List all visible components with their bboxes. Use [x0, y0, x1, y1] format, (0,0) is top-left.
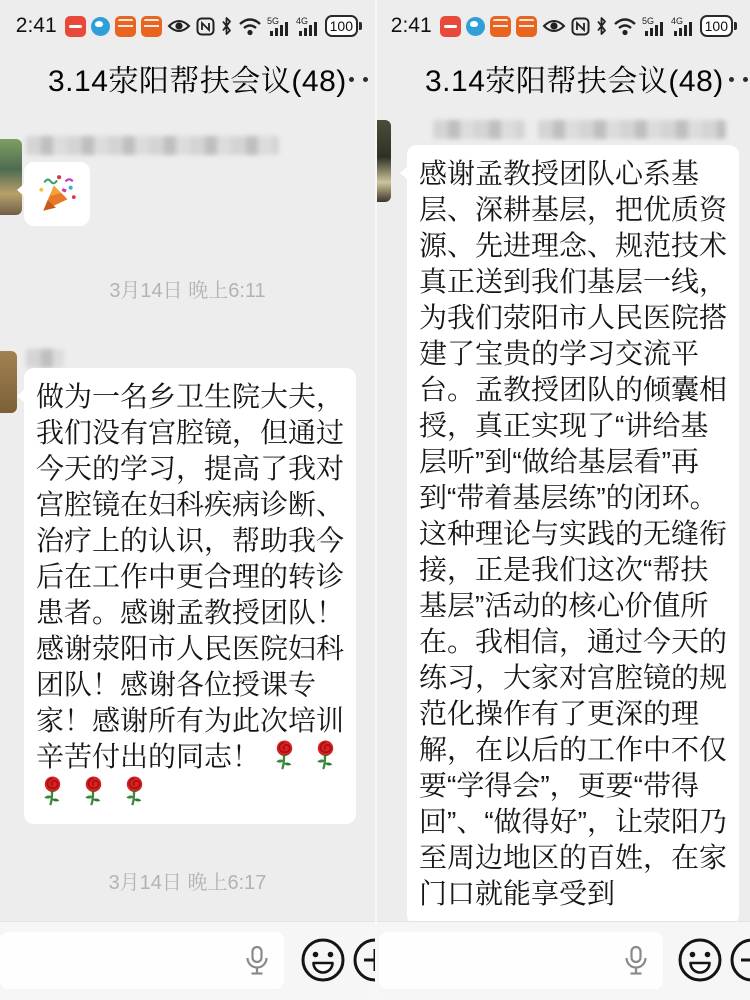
rose-emoji — [270, 739, 299, 770]
messenger-app-icon — [466, 17, 485, 36]
eye-comfort-icon — [542, 17, 566, 35]
sender-name-redacted — [26, 349, 375, 368]
emoji-picker-button[interactable] — [677, 937, 723, 983]
battery-icon — [700, 15, 737, 37]
message-input[interactable] — [379, 932, 663, 989]
nfc-icon — [196, 17, 215, 36]
bluetooth-icon — [595, 16, 608, 36]
message-text-row — [0, 349, 375, 824]
avatar[interactable] — [0, 139, 22, 215]
svg-text:5G: 5G — [641, 15, 654, 26]
battery-percent: 100 — [325, 15, 358, 37]
taobao-app-icon — [490, 16, 511, 37]
voice-input-icon[interactable] — [242, 945, 272, 977]
more-functions-button[interactable] — [352, 937, 375, 983]
message-text-row — [377, 120, 750, 925]
message-input-bar — [377, 921, 750, 1000]
nfc-icon — [571, 17, 590, 36]
svg-text:4G: 4G — [670, 15, 683, 26]
avatar[interactable] — [0, 351, 17, 413]
bluetooth-icon — [220, 16, 233, 36]
more-functions-button[interactable] — [729, 937, 750, 983]
sender-name-redacted — [433, 120, 750, 139]
chat-title: 3.14荥阳帮扶会议(48) — [425, 65, 724, 98]
clock-time: 2:41 — [390, 14, 432, 37]
notification-badge-icon — [65, 16, 86, 37]
messenger-app-icon — [91, 17, 110, 36]
taobao-app-icon — [115, 16, 136, 37]
taobao-app-icon — [141, 16, 162, 37]
rose-emoji — [120, 775, 149, 806]
signal-4g-icon — [296, 16, 320, 37]
svg-text:4G: 4G — [295, 15, 308, 26]
battery-icon — [325, 15, 362, 37]
wifi-icon — [238, 17, 262, 36]
message-text: 做为一名乡卫生院大夫，我们没有宫腔镜，但通过今天的学习，提高了我对宫腔镜在妇科疾病诊断、治疗上的认识，帮助我今后在工作中更合理的转诊患者。感谢孟教授团队！感谢荥阳市人民医院妇科团队！感谢各位授课专家！感谢所有为此次培训辛苦付出的同志！ — [36, 381, 345, 772]
party-popper-emoji — [36, 173, 78, 215]
signal-5g-icon — [642, 16, 666, 37]
chat-title: 3.14荥阳帮扶会议(48) — [48, 65, 347, 98]
status-bar — [377, 0, 750, 39]
rose-emoji — [311, 739, 340, 770]
text-message-bubble[interactable] — [407, 145, 739, 925]
time-divider: 3月14日 晚上6:11 — [109, 280, 266, 302]
clock-time: 2:41 — [15, 14, 57, 37]
message-sticker-row — [0, 136, 375, 226]
chat-header — [0, 39, 375, 112]
battery-percent: 100 — [700, 15, 733, 37]
text-message-bubble[interactable] — [24, 368, 356, 824]
rose-emoji — [38, 775, 67, 806]
message-input-bar — [0, 921, 375, 1000]
wifi-icon — [613, 17, 637, 36]
message-input[interactable] — [0, 932, 284, 989]
notification-badge-icon — [440, 16, 461, 37]
avatar[interactable] — [377, 120, 391, 202]
sticker-message-bubble[interactable] — [24, 162, 90, 226]
chat-header — [377, 39, 750, 112]
taobao-app-icon — [516, 16, 537, 37]
right-screenshot-panel — [375, 0, 750, 1000]
message-text: 感谢孟教授团队心系基层、深耕基层，把优质资源、先进理念、规范技术真正送到我们基层一线，为我们荥阳市人民医院搭建了宝贵的学习交流平台。孟教授团队的倾囊相授，真正实现了“讲给基层听”到“做给基层看”再到“带着基层练”的闭环。这种理论与实践的无缝衔接，正是我们这次“帮扶基层”活动的核心价值所在。我相信，通过今天的练习，大家对宫腔镜的规范化操作有了更深的理解，在以后的工作中不仅要“学得会”，更要“带得回”、“做得好”，让荥阳乃至周边地区的百姓，在家门口就能享受到 — [419, 158, 728, 909]
time-divider: 3月14日 晚上6:17 — [108, 872, 267, 894]
voice-input-icon[interactable] — [621, 945, 651, 977]
rose-emoji — [79, 775, 108, 806]
more-menu-button[interactable] — [729, 77, 748, 82]
emoji-picker-button[interactable] — [300, 937, 346, 983]
eye-comfort-icon — [167, 17, 191, 35]
svg-text:5G: 5G — [266, 15, 279, 26]
signal-5g-icon — [267, 16, 291, 37]
signal-4g-icon — [671, 16, 695, 37]
more-menu-button[interactable] — [349, 77, 368, 82]
sender-name-redacted — [26, 136, 375, 155]
status-bar — [0, 0, 375, 39]
